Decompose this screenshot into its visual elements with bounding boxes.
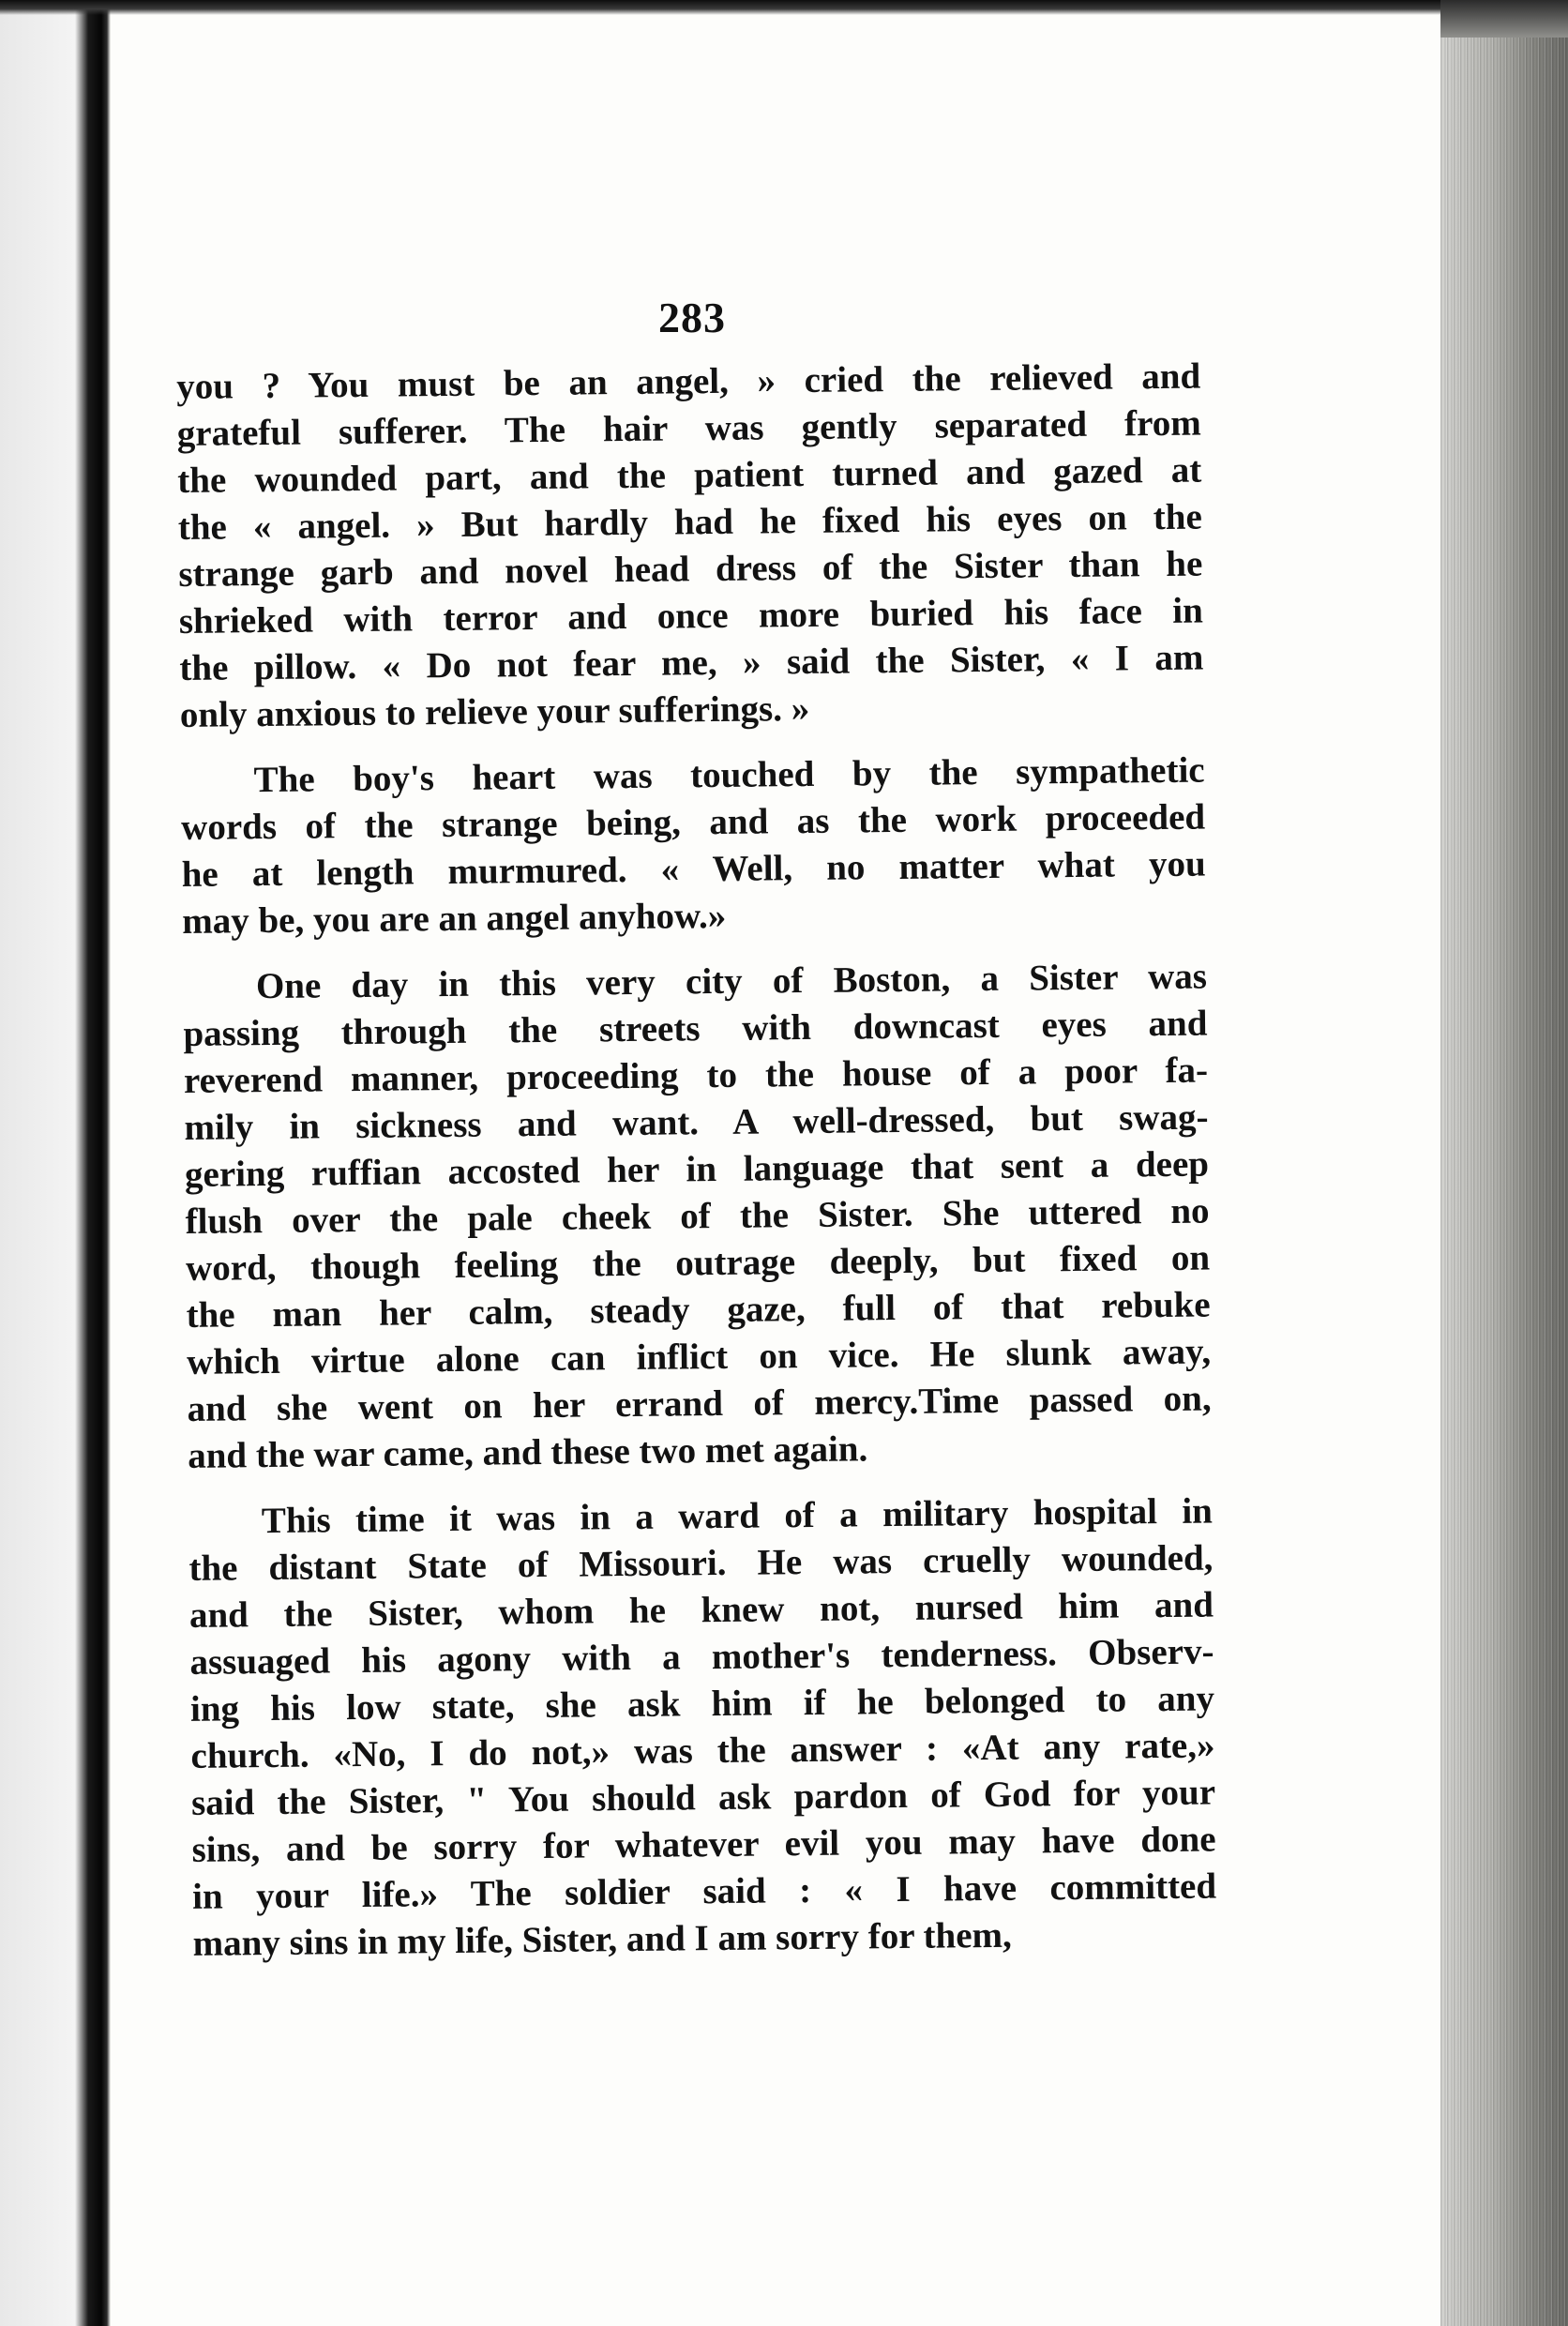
- text-line: One day in this very city of Boston, a Sister was: [255, 956, 1208, 1007]
- page-number: 283: [658, 294, 726, 341]
- text-line: sins, and be sorry for whatever evil you may have done: [191, 1819, 1216, 1870]
- text-line: shrieked with terror and once more buried his face in: [178, 590, 1204, 642]
- text-line: grateful sufferer. The hair was gently separated from: [176, 402, 1201, 454]
- text-line: church. «No, I do not,» was the answer : «At any rate,»: [190, 1725, 1215, 1776]
- text-line: reverend manner, proceeding to the house of a poor fa-: [183, 1050, 1209, 1101]
- text-line: and the war came, and these two met again.: [187, 1428, 868, 1476]
- paragraph: [176, 354, 1204, 739]
- text-line: the wounded part, and the patient turned and gazed at: [177, 449, 1202, 501]
- text-line: may be, you are an angel anyhow.»: [182, 895, 727, 942]
- text-line: strange garb and novel head dress of the Sister than he: [178, 543, 1203, 595]
- text-line: ing his low state, she ask him if he belonged to any: [189, 1678, 1215, 1729]
- paragraph: [183, 954, 1213, 1480]
- text-line: only anxious to relieve your sufferings. »: [179, 687, 810, 735]
- paragraph: [180, 748, 1206, 945]
- text-line: which virtue alone can inflict on vice. He slunk away,: [186, 1331, 1212, 1382]
- top-edge-shadow: [0, 0, 1568, 15]
- text-line: gering ruffian accosted her in language that sent a deep: [184, 1143, 1210, 1195]
- text-line: The boy's heart was touched by the sympathetic: [253, 749, 1205, 801]
- text-line: and she went on her errand of mercy.Time passed on,: [187, 1378, 1212, 1429]
- text-line: word, though feeling the outrage deeply, but fixed on: [185, 1237, 1211, 1289]
- text-line: assuaged his agony with a mother's tenderness. Observ-: [189, 1631, 1214, 1683]
- text-line: passing through the streets with downcast eyes and: [183, 1003, 1208, 1054]
- page-stack-top-shadow: [1440, 0, 1568, 41]
- text-line: said the Sister, " You should ask pardon of God for your: [190, 1772, 1216, 1823]
- text-line: mily in sickness and want. A well-dressed, but swag-: [184, 1096, 1209, 1148]
- page-stack-edge: [1440, 38, 1568, 2326]
- text-line: flush over the pale cheek of the Sister. She uttered no: [185, 1190, 1210, 1242]
- book-binding-edge: [0, 0, 111, 2326]
- text-line: and the Sister, whom he knew not, nursed him and: [188, 1584, 1214, 1636]
- text-line: in your life.» The soldier said : « I have committed: [191, 1865, 1217, 1917]
- body-text: [176, 354, 1217, 1986]
- text-line: the distant State of Missouri. He was cruelly wounded,: [188, 1537, 1214, 1589]
- text-line: words of the strange being, and as the work proceeded: [180, 796, 1206, 848]
- text-line: This time it was in a ward of a military hospital in: [261, 1490, 1214, 1542]
- text-line: you ? You must be an angel, » cried the relieved and: [176, 355, 1201, 407]
- text-line: the « angel. » But hardly had he fixed his eyes on the: [177, 496, 1202, 548]
- text-line: the pillow. « Do not fear me, » said the Sister, « I am: [179, 637, 1204, 688]
- text-line: the man her calm, steady gaze, full of that rebuke: [186, 1284, 1211, 1336]
- text-line: he at length murmured. « Well, no matter what you: [181, 843, 1206, 895]
- paragraph: [188, 1488, 1217, 1967]
- text-line: many sins in my life, Sister, and I am sorry for them,: [192, 1914, 1013, 1964]
